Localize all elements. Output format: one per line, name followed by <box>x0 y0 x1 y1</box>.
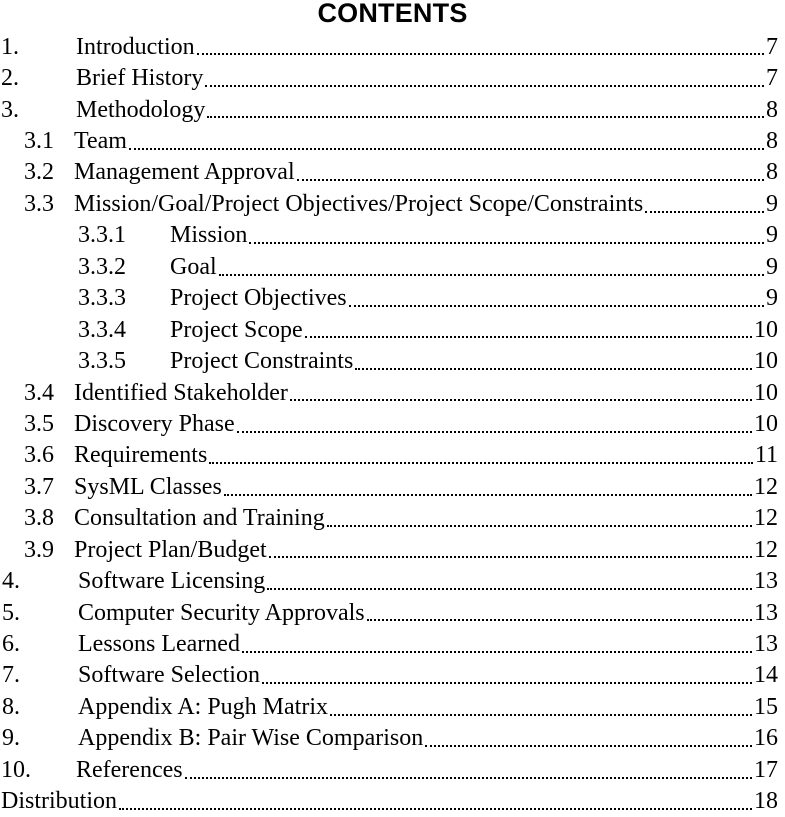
toc-entry-page-number: 10 <box>754 316 778 343</box>
toc-entry[interactable] <box>0 220 785 251</box>
toc-entry-page-number: 18 <box>754 788 778 815</box>
toc-entry-number: 3.1 <box>24 128 54 155</box>
toc-entry-page-number: 12 <box>754 536 778 563</box>
toc-entry-label: Methodology <box>76 96 206 123</box>
toc-entry-number: 7. <box>2 662 20 689</box>
toc-entry-label: Team <box>74 128 127 155</box>
toc-entry-number: 6. <box>2 631 20 658</box>
toc-entry-page-number: 10 <box>754 379 778 406</box>
toc-entry-label: Project Objectives <box>170 285 347 312</box>
toc-entry-label: Project Plan/Budget <box>74 536 267 563</box>
toc-entry-number: 3.3.2 <box>78 253 126 280</box>
toc-entry-page-number: 7 <box>766 65 778 92</box>
toc-entry[interactable] <box>0 597 785 628</box>
dot-leader <box>267 588 752 590</box>
toc-entry-label: Consultation and Training <box>74 505 325 532</box>
toc-entry-page-number: 9 <box>766 253 778 280</box>
toc-entry-page-number: 8 <box>766 96 778 123</box>
dot-leader <box>330 714 752 716</box>
dot-leader <box>205 85 764 87</box>
toc-entry-label: Distribution <box>1 788 118 815</box>
toc-entry-number: 3.8 <box>24 505 54 532</box>
toc-entry-page-number: 7 <box>766 33 778 60</box>
dot-leader <box>224 494 752 496</box>
toc-entry-page-number: 9 <box>766 190 778 217</box>
toc-entry-number: 3.3.5 <box>78 348 126 375</box>
toc-title: CONTENTS <box>317 0 468 28</box>
toc-entry-number: 10. <box>1 756 31 783</box>
dot-leader <box>355 368 752 370</box>
dot-leader <box>305 336 752 338</box>
toc-entry[interactable] <box>0 408 785 439</box>
toc-entry-label: Brief History <box>76 65 204 92</box>
toc-entry[interactable] <box>0 188 785 219</box>
toc-entry[interactable] <box>0 565 785 596</box>
toc-entry-page-number: 16 <box>754 725 778 752</box>
toc-entry-label: Software Selection <box>78 662 260 689</box>
toc-entry-label: References <box>76 756 183 783</box>
toc-entry-page-number: 13 <box>754 568 778 595</box>
dot-leader <box>367 619 752 621</box>
toc-entry-label: Lessons Learned <box>78 631 240 658</box>
toc-entry[interactable] <box>0 345 785 376</box>
toc-entry[interactable] <box>0 377 785 408</box>
toc-entry[interactable] <box>0 125 785 156</box>
toc-entry-label: Appendix B: Pair Wise Comparison <box>78 725 424 752</box>
toc-entry-page-number: 9 <box>766 285 778 312</box>
toc-entry-page-number: 12 <box>754 505 778 532</box>
toc-entry[interactable] <box>0 283 785 314</box>
toc-entry[interactable] <box>0 314 785 345</box>
toc-entry-label: Project Constraints <box>170 348 354 375</box>
dot-leader <box>119 808 752 810</box>
toc-entry-page-number: 14 <box>754 662 778 689</box>
toc-entry[interactable] <box>0 691 785 722</box>
toc-entry-number: 3.5 <box>24 410 54 437</box>
toc-entry-label: Project Scope <box>170 316 303 343</box>
toc-entry-label: Introduction <box>76 33 195 60</box>
toc-entry-label: Discovery Phase <box>74 410 235 437</box>
dot-leader <box>129 148 764 150</box>
toc-entry-number: 9. <box>2 725 20 752</box>
dot-leader <box>185 777 752 779</box>
toc-entry-number: 3.3.1 <box>78 222 126 249</box>
toc-entry-number: 5. <box>2 599 20 626</box>
toc-entry-number: 3.3 <box>24 190 54 217</box>
toc-entry[interactable] <box>0 157 785 188</box>
toc-entry-page-number: 11 <box>754 442 778 469</box>
toc-entry-number: 3.7 <box>24 473 54 500</box>
toc-entry[interactable] <box>0 31 785 62</box>
toc-entry-page-number: 13 <box>754 599 778 626</box>
toc-entry-number: 8. <box>2 693 20 720</box>
toc-entry-page-number: 12 <box>754 473 778 500</box>
toc-entry-label: Software Licensing <box>78 568 266 595</box>
toc-entry-page-number: 17 <box>754 756 778 783</box>
toc-entry-page-number: 9 <box>766 222 778 249</box>
dot-leader <box>425 745 752 747</box>
toc-entry[interactable] <box>0 534 785 565</box>
dot-leader <box>219 274 764 276</box>
toc-entry-number: 3.3.3 <box>78 285 126 312</box>
toc-entry[interactable] <box>0 62 785 93</box>
dot-leader <box>197 53 764 55</box>
toc-entry-label: Requirements <box>74 442 208 469</box>
toc-entry-label: Goal <box>170 253 217 280</box>
toc-entry[interactable] <box>0 754 785 785</box>
toc-entry-number: 3.9 <box>24 536 54 563</box>
toc-entry-label: SysML Classes <box>74 473 222 500</box>
toc-entry-label: Management Approval <box>74 159 295 186</box>
dot-leader <box>349 305 764 307</box>
dot-leader <box>237 431 752 433</box>
toc-entry-number: 3.6 <box>24 442 54 469</box>
toc-entry-label: Mission/Goal/Project Objectives/Project Scope/Constraints <box>74 190 644 217</box>
toc-entry[interactable] <box>0 471 785 502</box>
toc-entry-page-number: 10 <box>754 410 778 437</box>
toc-entry-number: 3.3.4 <box>78 316 126 343</box>
dot-leader <box>327 525 752 527</box>
toc-entry-number: 3.2 <box>24 159 54 186</box>
toc-entry-label: Appendix A: Pugh Matrix <box>78 693 328 720</box>
toc-entry-number: 1. <box>1 33 19 60</box>
toc-entry-page-number: 10 <box>754 348 778 375</box>
toc-entry[interactable] <box>0 786 785 817</box>
toc-entry[interactable] <box>0 660 785 691</box>
dot-leader <box>297 179 764 181</box>
dot-leader <box>242 651 752 653</box>
dot-leader <box>645 211 764 213</box>
toc-entry-label: Computer Security Approvals <box>78 599 365 626</box>
toc-entry[interactable] <box>0 723 785 754</box>
toc-entry-number: 3.4 <box>24 379 54 406</box>
toc-entry-page-number: 8 <box>766 159 778 186</box>
toc-entry-label: Mission <box>170 222 248 249</box>
dot-leader <box>269 556 752 558</box>
toc-entry-label: Identified Stakeholder <box>74 379 288 406</box>
toc-list <box>0 31 785 817</box>
toc-entry[interactable] <box>0 251 785 282</box>
toc-entry-page-number: 13 <box>754 631 778 658</box>
dot-leader <box>249 242 764 244</box>
toc-entry-page-number: 8 <box>766 128 778 155</box>
dot-leader <box>290 399 752 401</box>
toc-entry-number: 4. <box>2 568 20 595</box>
toc-entry[interactable] <box>0 440 785 471</box>
dot-leader <box>262 682 752 684</box>
toc-entry-page-number: 15 <box>754 693 778 720</box>
toc-entry[interactable] <box>0 628 785 659</box>
toc-entry[interactable] <box>0 94 785 125</box>
toc-entry-number: 2. <box>1 65 19 92</box>
toc-entry[interactable] <box>0 503 785 534</box>
dot-leader <box>209 462 753 464</box>
dot-leader <box>207 116 764 118</box>
toc-entry-number: 3. <box>1 96 19 123</box>
